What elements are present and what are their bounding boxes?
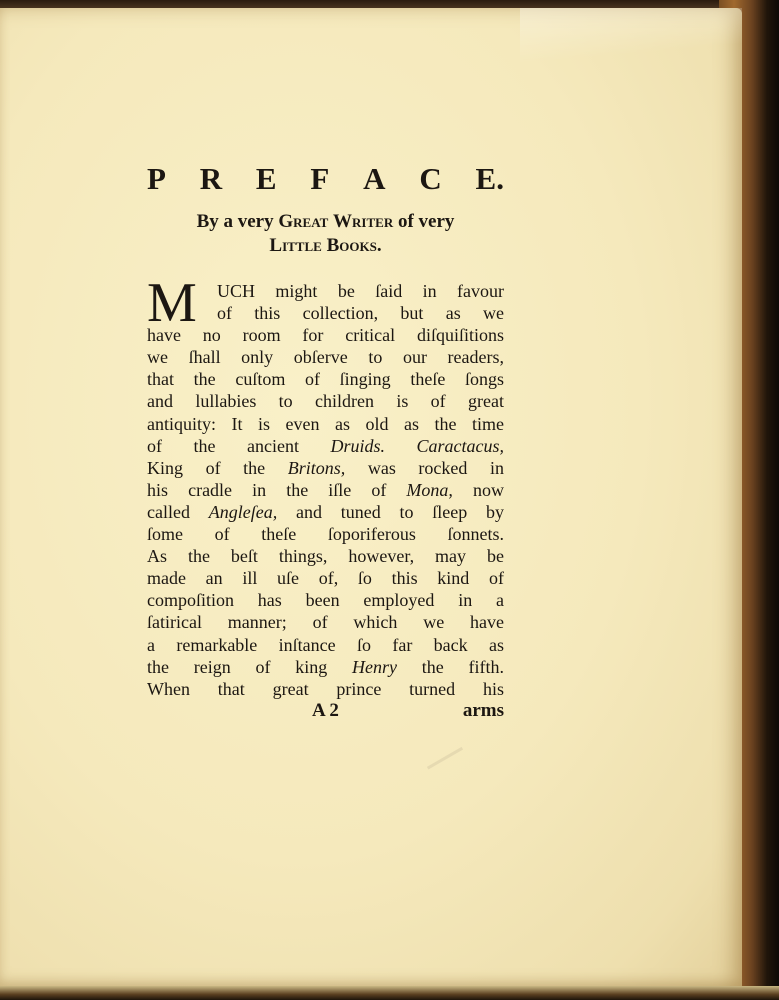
preface-body (147, 272, 504, 700)
text-line-content (147, 567, 504, 589)
page-title (147, 156, 504, 202)
subtitle-line-1 (147, 210, 504, 234)
text-segment: of the ancient (147, 435, 331, 456)
text-segment: called (147, 501, 209, 522)
text-segment: a remarkable inſtance ſo far back as (147, 634, 504, 655)
text-line (147, 368, 504, 390)
text-segment: the fifth. (397, 656, 504, 677)
text-segment: antiquity: It is even as old as the time (147, 413, 504, 434)
italic-word: Britons, (287, 457, 346, 478)
text-line (147, 302, 504, 324)
text-segment: have no room for critical diſquiſitions (147, 325, 504, 346)
text-line (147, 523, 504, 545)
text-line (147, 501, 504, 523)
text-line (147, 435, 504, 457)
text-segment (385, 436, 417, 456)
text-line (147, 280, 504, 302)
title-letter: E (255, 161, 277, 196)
text-line-content (147, 413, 504, 435)
italic-word: Henry (352, 656, 397, 677)
subtitle-little: Little (269, 235, 322, 256)
page-smudge (417, 730, 463, 770)
text-line (147, 346, 504, 368)
subtitle-of-very: of very (397, 211, 455, 232)
text-line-content (217, 302, 504, 324)
text-line-content (147, 523, 504, 545)
drop-cap: M (147, 272, 197, 334)
italic-word: Angleſea, (208, 501, 278, 522)
subtitle-writer: Writer (333, 211, 394, 232)
book-bottom-edge (0, 986, 779, 1000)
text-line (147, 390, 504, 412)
text-line-content (147, 656, 504, 678)
subtitle-line-2 (147, 234, 504, 258)
text-line (147, 567, 504, 589)
text-segment: made an ill uſe of, ſo this kind of (147, 568, 504, 589)
italic-word: Druids. (330, 435, 385, 456)
text-line-content (147, 589, 504, 611)
catchword: arms (462, 699, 504, 721)
signature-mark: A 2 (312, 699, 339, 721)
text-line (147, 545, 504, 567)
title-letter: C (419, 161, 442, 196)
text-segment: now (452, 479, 504, 500)
page-footer-line (147, 700, 504, 724)
text-segment: ſome of theſe ſoporiferous ſonnets. (147, 524, 504, 545)
text-segment: the reign of king (147, 656, 353, 677)
text-line-content (147, 545, 504, 567)
title-letter: F (310, 161, 330, 196)
text-line (147, 479, 504, 501)
text-line (147, 611, 504, 633)
text-segment: we ſhall only obſerve to our readers, (147, 347, 504, 368)
text-segment: and tuned to ſleep by (277, 501, 504, 522)
text-line-content (147, 435, 504, 457)
text-line (147, 656, 504, 678)
subtitle-books: Books. (326, 235, 382, 256)
text-line (147, 634, 504, 656)
text-segment: King of the (147, 457, 288, 478)
text-line (147, 324, 504, 346)
text-line (147, 678, 504, 700)
text-line-content (217, 280, 504, 302)
page-subtitle (147, 210, 504, 258)
text-line (147, 457, 504, 479)
text-line-content (147, 368, 504, 390)
subtitle-by: By a very (196, 211, 274, 232)
text-line-content (147, 678, 504, 700)
page-fold-highlight (520, 8, 742, 68)
subtitle-great: Great (278, 211, 329, 232)
text-segment: that the cuſtom of ſinging theſe ſongs (147, 369, 504, 390)
title-letter: P (147, 161, 166, 196)
text-segment: ſatirical manner; of which we have (147, 612, 504, 633)
text-segment: UCH might be ſaid in favour (217, 281, 504, 301)
title-letter: E. (475, 161, 504, 196)
title-letter: R (199, 161, 223, 196)
italic-word: Mona, (406, 479, 453, 500)
text-segment: When that great prince turned his (147, 678, 504, 699)
text-segment: compoſition has been employed in a (147, 590, 504, 611)
italic-word: Caractacus, (416, 435, 504, 456)
text-block (147, 156, 504, 724)
text-segment: As the beſt things, however, may be (147, 546, 504, 567)
text-line (147, 413, 504, 435)
text-line-content (147, 346, 504, 368)
text-line-content (147, 324, 504, 346)
text-segment: and lullabies to children is of great (147, 391, 504, 412)
text-line-content (147, 611, 504, 633)
text-line-content (147, 479, 504, 501)
text-line-content (147, 634, 504, 656)
text-line-content (147, 501, 504, 523)
text-line-content (147, 457, 504, 479)
text-line-content (147, 390, 504, 412)
book-page (0, 8, 742, 988)
text-segment: of this collection, but as we (217, 303, 504, 324)
title-letter: A (363, 161, 386, 196)
text-line (147, 589, 504, 611)
text-segment: was rocked in (345, 457, 504, 478)
text-segment: his cradle in the iſle of (147, 479, 407, 500)
